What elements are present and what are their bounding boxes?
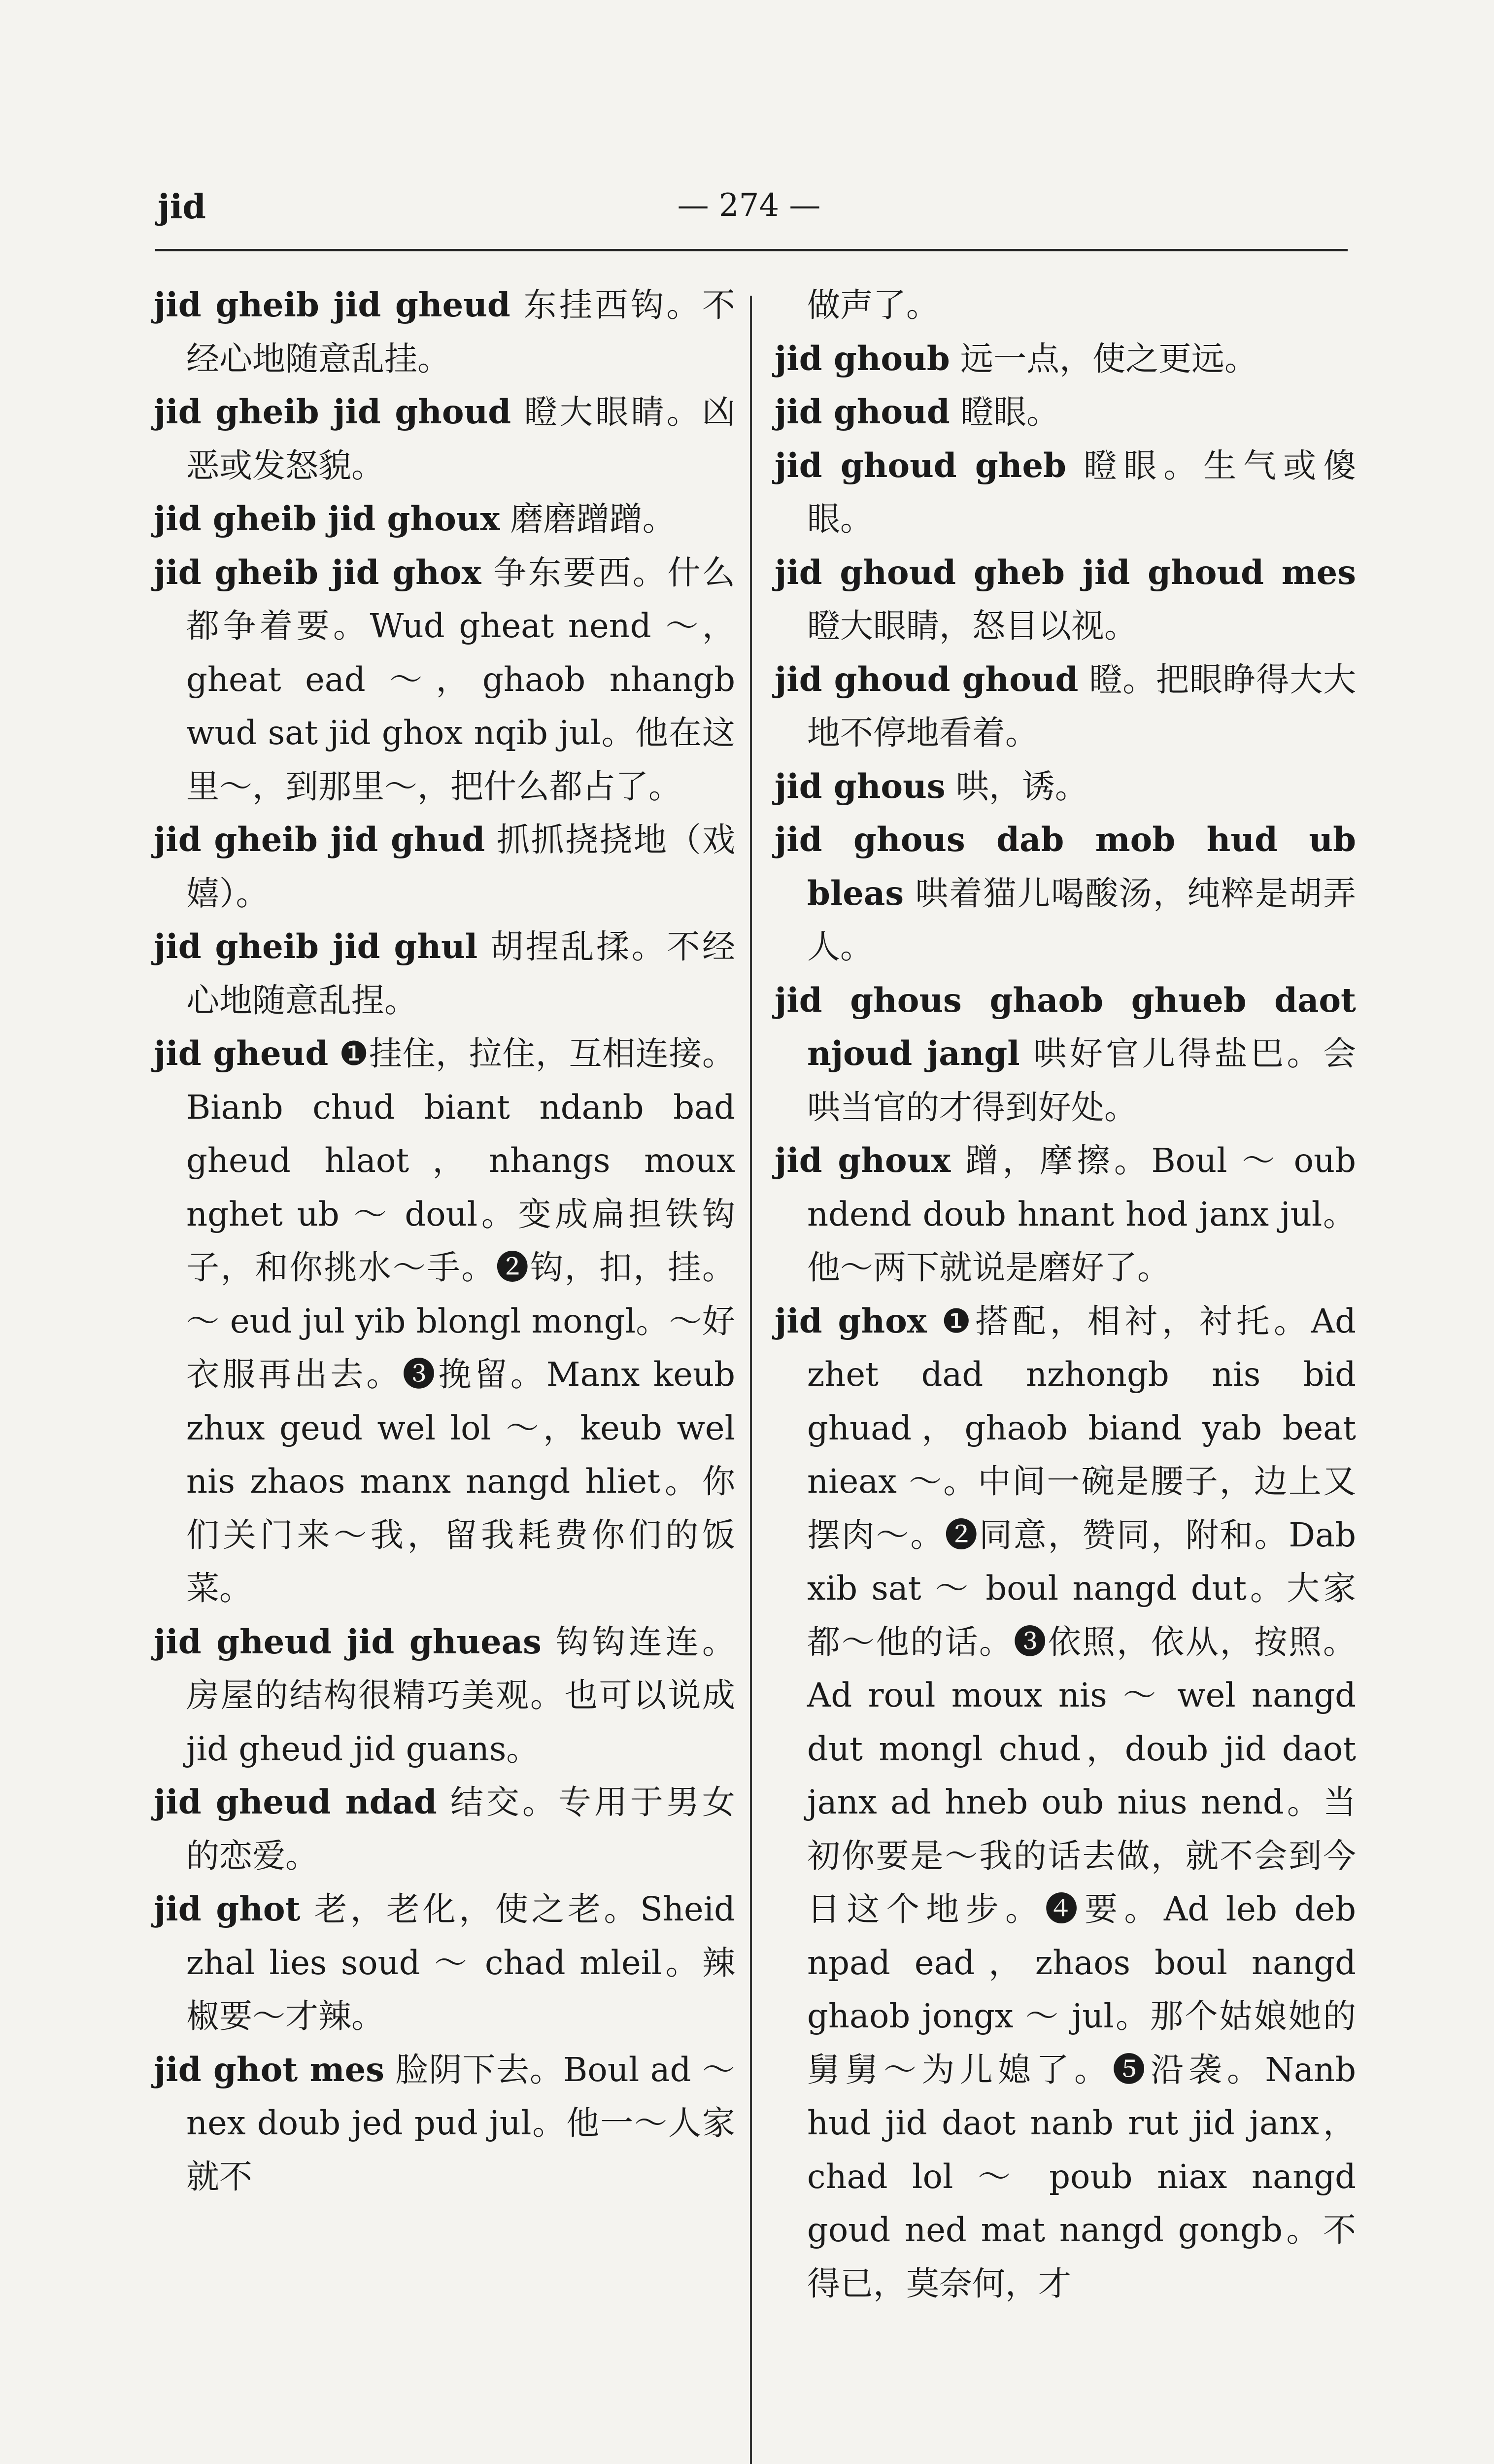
entry-headword: jid gheib jid ghul — [154, 927, 478, 966]
dictionary-entry — [154, 1882, 735, 2043]
dictionary-entry — [154, 1615, 735, 1776]
entry-headword: jid gheib jid ghoux — [154, 499, 500, 538]
header-rule — [155, 249, 1348, 251]
entry-definition: 哄好官儿得盐巴。会哄当官的才得到好处。 — [807, 1034, 1357, 1127]
right-column — [775, 278, 1356, 2310]
entry-definition: 争东要西。什么都争着要。Wud gheat nend ～，gheat ead ～，ghaob nhangb wud sat jid ghox nqib jul。他在这里～，到那里～，把什么都占了。 — [186, 553, 735, 806]
entry-headword: jid gheud jid ghueas — [154, 1622, 542, 1661]
entry-definition: 钩钩连连。房屋的结构很精巧美观。也可以说成 jid gheud jid guans。 — [186, 1622, 735, 1768]
dictionary-entry — [775, 546, 1356, 653]
entry-definition: 瞪眼。生气或傻眼。 — [807, 446, 1356, 538]
entry-headword: jid gheib jid ghud — [154, 820, 485, 859]
page-number: — 274 — — [677, 187, 821, 224]
dictionary-entry — [775, 653, 1356, 760]
entry-definition: 瞪。把眼睁得大大地不停地看着。 — [807, 660, 1356, 752]
column-divider — [750, 296, 752, 2464]
dictionary-entry — [154, 813, 735, 920]
entry-definition: 远一点，使之更远。 — [950, 339, 1257, 378]
dictionary-entry — [154, 385, 735, 492]
entry-headword: jid ghoub — [775, 339, 950, 378]
dictionary-entry — [154, 2043, 735, 2204]
entry-definition: ❶搭配，相衬，衬托。Ad zhet dad nzhongb nis bid ghuad，ghaob biand yab beat nieax ～。中间一碗是腰子，边上又摆肉～。❷同意，赞同，附和。Dab xib sat ～ boul nangd dut。大家都～他的话。❸依照，依从，按照。Ad roul moux nis ～ wel nangd dut mongl chud，doub jid daot janx ad hneb oub nius nend。当初你要是～我的话去做，就不会到今日这个地步。❹要。Ad leb deb npad ead，zhaos boul nangd ghaob jongx ～ jul。那个姑娘她的舅舅～为儿媳了。❺沿袭。Nanb hud jid daot nanb rut jid janx，chad lol ～ poub niax nangd goud ned mat nangd gongb。不得已，莫奈何，才 — [807, 1301, 1357, 2303]
entry-definition: 瞪眼。 — [950, 393, 1059, 431]
dictionary-entry — [154, 1776, 735, 1882]
dictionary-entry — [154, 492, 735, 546]
entry-definition: 哄着猫儿喝酸汤，纯粹是胡弄人。 — [807, 874, 1356, 966]
entry-definition: 东挂西钩。不经心地随意乱挂。 — [186, 286, 735, 378]
dictionary-entry — [154, 278, 735, 385]
dictionary-entry — [775, 1134, 1356, 1295]
dictionary-entry — [775, 439, 1356, 546]
entry-headword: jid ghox — [775, 1301, 927, 1340]
entry-definition: 老，老化，使之老。Sheid zhal lies soud ～ chad mleil。辣椒要～才辣。 — [186, 1890, 735, 2035]
entry-definition: 瞪大眼睛。凶恶或发怒貌。 — [186, 393, 735, 485]
dictionary-entry — [775, 332, 1356, 386]
page-header — [0, 0, 1494, 276]
entry-headword: jid ghoux — [775, 1141, 951, 1180]
entry-headword: jid gheud — [154, 1034, 329, 1073]
dictionary-entry — [775, 1295, 1356, 2311]
entry-definition: 胡捏乱揉。不经心地随意乱捏。 — [186, 927, 735, 1020]
entry-headword: jid ghous dab mob hud ub bleas — [775, 820, 1356, 913]
left-column — [154, 278, 735, 2203]
entry-headword: jid ghoud gheb jid ghoud mes — [775, 552, 1356, 592]
entry-headword: jid gheib jid ghoud — [154, 392, 511, 431]
entry-headword: jid gheib jid gheud — [154, 285, 510, 324]
entry-definition: 抓抓挠挠地（戏嬉）。 — [186, 821, 736, 913]
entry-headword: jid gheud ndad — [154, 1782, 437, 1821]
dictionary-entry-continued — [775, 278, 1356, 332]
dictionary-entry — [154, 920, 735, 1027]
dictionary-entry — [775, 385, 1356, 439]
entry-definition: 结交。专用于男女的恋爱。 — [186, 1783, 735, 1875]
entry-headword: jid ghoud — [775, 392, 950, 431]
dictionary-entry — [154, 546, 735, 814]
entry-definition: 哄，诱。 — [945, 767, 1088, 806]
entry-headword: jid ghoud ghoud — [775, 659, 1079, 699]
entry-headword: jid ghoud gheb — [775, 445, 1066, 485]
dictionary-entry — [775, 760, 1356, 814]
entry-headword: jid gheib jid ghox — [154, 552, 481, 592]
dictionary-entry — [154, 1027, 735, 1615]
dictionary-entry — [775, 813, 1356, 974]
entry-headword: jid ghot mes — [154, 2050, 384, 2089]
entry-definition: 蹭，摩擦。Boul ～ oub ndend doub hnant hod janx jul。他～两下就说是磨好了。 — [807, 1141, 1357, 1287]
entry-headword: jid ghot — [154, 1889, 301, 1928]
entry-headword: jid ghous ghaob ghueb daot njoud jangl — [775, 980, 1356, 1073]
dictionary-entry — [775, 974, 1356, 1134]
running-head: jid — [158, 187, 206, 227]
entry-definition: 做声了。 — [807, 286, 939, 324]
entry-definition: 脸阴下去。Boul ad ～ nex doub jed pud jul。他一～人家就不 — [186, 2050, 735, 2196]
entry-headword: jid ghous — [775, 766, 946, 806]
entry-definition: 磨磨蹭蹭。 — [500, 500, 676, 538]
entry-definition: 瞪大眼睛，怒目以视。 — [807, 607, 1137, 645]
entry-definition: ❶挂住，拉住，互相连接。Bianb chud biant ndanb bad gheud hlaot，nhangs moux nghet ub ～ doul。变成扁担铁钩子，和你挑水～手。❷钩，扣，挂。～ eud jul yib blongl mongl。～好衣服再出去。❸挽留。Manx keub zhux geud wel lol ～，keub wel nis zhaos manx nangd hliet。你们关门来～我，留我耗费你们的饭菜。 — [186, 1034, 735, 1608]
